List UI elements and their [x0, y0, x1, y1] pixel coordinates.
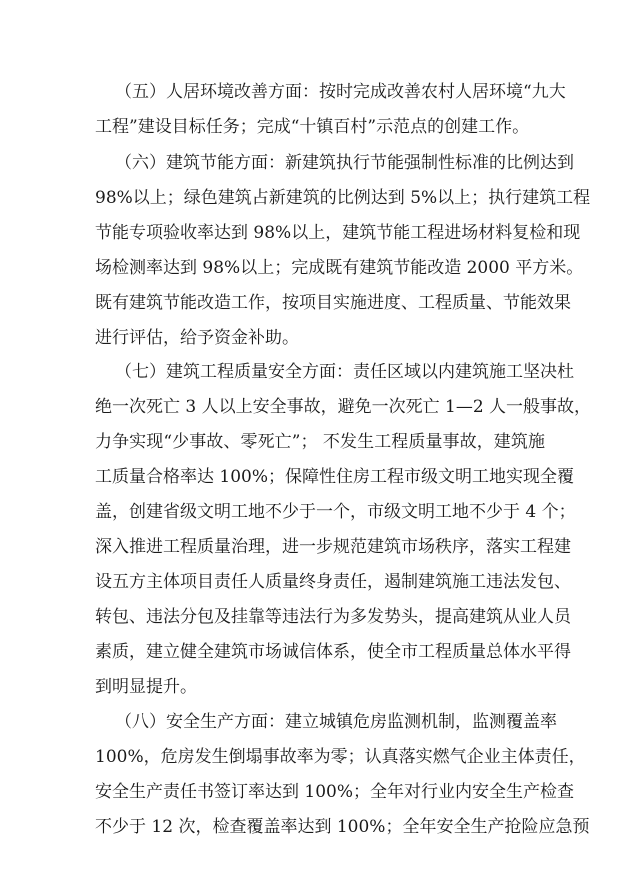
paragraph-line: 进行评估，给予资金补助。: [95, 328, 299, 348]
paragraph-line: 场检测率达到 98%以上；完成既有建筑节能改造 2000 平方米。: [95, 258, 584, 278]
paragraph-line: 设五方主体项目责任人质量终身责任，遏制建筑施工违法发包、: [95, 572, 571, 592]
paragraph-line: 安全生产责任书签订率达到 100%；全年对行业内安全生产检查: [95, 782, 575, 802]
paragraph-line: 工程”建设目标任务；完成“十镇百村”示范点的创建工作。: [95, 117, 530, 137]
paragraph-line: （八）安全生产方面：建立城镇危房监测机制，监测覆盖率: [115, 712, 557, 732]
paragraph-line: 98%以上；绿色建筑占新建筑的比例达到 5%以上；执行建筑工程: [95, 188, 591, 208]
paragraph-line: 100%，危房发生倒塌事故率为零；认真落实燃气企业主体责任，: [95, 747, 586, 767]
paragraph-line: （六）建筑节能方面：新建筑执行节能强制性标准的比例达到: [115, 153, 574, 173]
paragraph-line: 既有建筑节能改造工作，按项目实施进度、工程质量、节能效果: [95, 293, 571, 313]
paragraph-line: 到明显提升。: [95, 677, 197, 697]
paragraph-line: 深入推进工程质量治理，进一步规范建筑市场秩序，落实工程建: [95, 537, 571, 557]
paragraph-line: 盖，创建省级文明工地不少于一个，市级文明工地不少于 4 个；: [95, 502, 576, 522]
paragraph-line: 工质量合格率达 100%；保障性住房工程市级文明工地实现全覆: [95, 467, 575, 487]
paragraph-line: 素质，建立健全建筑市场诚信体系，使全市工程质量总体水平得: [95, 642, 571, 662]
paragraph-line: 转包、违法分包及挂靠等违法行为多发势头，提高建筑从业人员: [95, 607, 571, 627]
paragraph-line: （七）建筑工程质量安全方面：责任区域以内建筑施工坚决杜: [115, 362, 574, 382]
paragraph-line: （五）人居环境改善方面：按时完成改善农村人居环境“九大: [115, 82, 566, 102]
paragraph-line: 不少于 12 次，检查覆盖率达到 100%；全年安全生产抢险应急预: [95, 817, 590, 837]
paragraph-line: 绝一次死亡 3 人以上安全事故，避免一次死亡 1—2 人一般事故，: [95, 397, 592, 417]
paragraph-line: 力争实现“少事故、零死亡”； 不发生工程质量事故，建筑施: [95, 432, 545, 452]
paragraph-line: 节能专项验收率达到 98%以上，建筑节能工程进场材料复检和现: [95, 223, 581, 243]
